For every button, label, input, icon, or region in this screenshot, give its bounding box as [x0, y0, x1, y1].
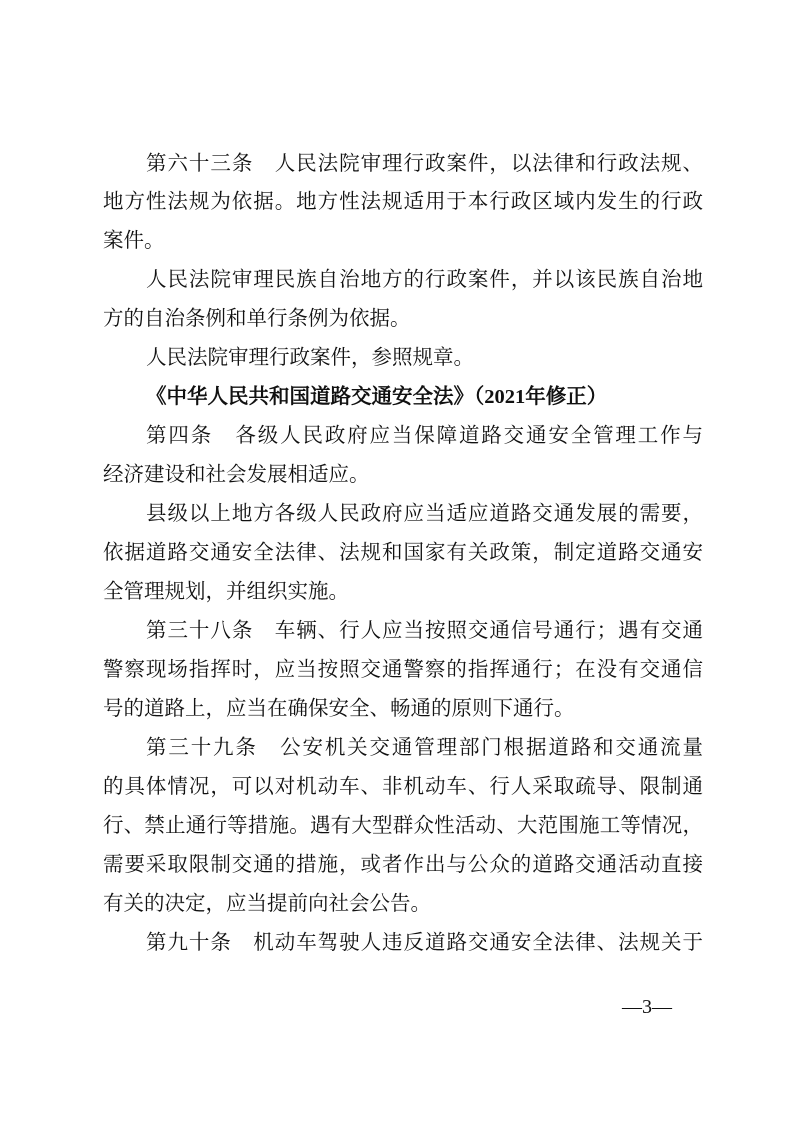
paragraph-line: 地方性法规为依据。地方性法规适用于本行政区域内发生的行政	[103, 189, 703, 213]
paragraph-line: 第九十条 机动车驾驶人违反道路交通安全法律、法规关于	[146, 930, 703, 954]
paragraph-line: 第四条 各级人民政府应当保障道路交通安全管理工作与	[146, 423, 703, 447]
paragraph-line: 第三十九条 公安机关交通管理部门根据道路和交通流量	[146, 735, 703, 759]
page-number: —3—	[622, 996, 672, 1018]
paragraph-line: 第三十八条 车辆、行人应当按照交通信号通行；遇有交通	[146, 618, 703, 642]
paragraph-line: 行、禁止通行等措施。遇有大型群众性活动、大范围施工等情况，	[103, 813, 703, 837]
paragraph-line: 的具体情况，可以对机动车、非机动车、行人采取疏导、限制通	[103, 774, 703, 798]
section-heading	[146, 381, 703, 411]
paragraph-line: 方的自治条例和单行条例为依据。	[103, 306, 411, 330]
paragraph-line: 全管理规划，并组织实施。	[103, 579, 349, 603]
heading-year: 2021	[484, 386, 526, 408]
paragraph-line: 号的道路上，应当在确保安全、畅通的原则下通行。	[103, 696, 575, 720]
paragraph-line: 人民法院审理民族自治地方的行政案件，并以该民族自治地	[146, 267, 703, 291]
paragraph-line: 经济建设和社会发展相适应。	[103, 462, 370, 486]
paragraph-line: 需要采取限制交通的措施，或者作出与公众的道路交通活动直接	[103, 852, 703, 876]
paragraph-line: 县级以上地方各级人民政府应当适应道路交通发展的需要，	[146, 501, 703, 525]
paragraph-line: 案件。	[103, 228, 165, 252]
paragraph-line: 有关的决定，应当提前向社会公告。	[103, 891, 431, 915]
paragraph-line: 依据道路交通安全法律、法规和国家有关政策，制定道路交通安	[103, 540, 703, 564]
paragraph-line: 警察现场指挥时，应当按照交通警察的指挥通行；在没有交通信	[103, 657, 703, 681]
paragraph-line: 第六十三条 人民法院审理行政案件，以法律和行政法规、	[146, 151, 703, 175]
heading-suffix: 年修正）	[525, 384, 608, 408]
heading-prefix: 《中华人民共和国道路交通安全法》（	[146, 384, 485, 408]
paragraph-line: 人民法院审理行政案件，参照规章。	[146, 345, 474, 369]
